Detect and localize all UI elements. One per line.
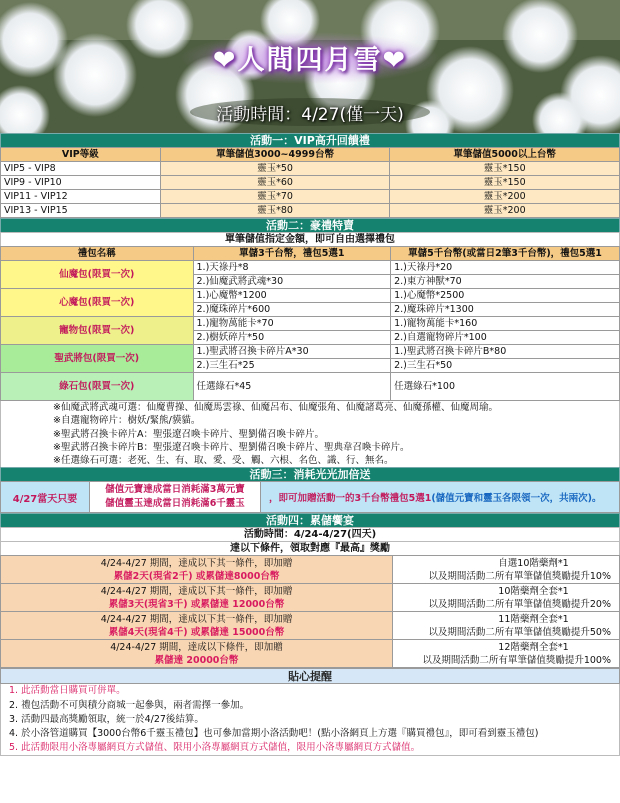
reward-3000: 靈玉*80 xyxy=(160,204,390,218)
tips-list xyxy=(0,684,620,756)
event-title-text: 人間四月雪 xyxy=(237,45,383,76)
tier-period: 4/24-4/27 期間，達成以下其一條件，即加贈 xyxy=(100,557,293,569)
vip-level: VIP13 - VIP15 xyxy=(1,204,161,218)
note: ※聖武將召換卡碎片A：聖張遼召喚卡碎片、聖劉備召喚卡碎片。 xyxy=(53,428,324,440)
tier-requirement: 累儲3天(現省3千) 或累儲達 12000台幣 xyxy=(108,598,285,610)
table-row xyxy=(1,373,620,401)
tier-item: 12階藥劑全套*1 xyxy=(498,641,569,653)
table-row xyxy=(1,162,620,176)
pack-item: 任選綠石*100 xyxy=(391,373,620,401)
reward-5000: 靈玉*150 xyxy=(390,176,620,190)
activity-4-time: 活動時間：4/24-4/27(四天) xyxy=(0,527,620,541)
vip-level: VIP9 - VIP10 xyxy=(1,176,161,190)
tier-condition xyxy=(1,584,393,612)
activity-2-title: 活動二：豪禮特賣 xyxy=(0,218,620,232)
pack-header-name: 禮包名稱 xyxy=(1,247,194,261)
note: ※自選寵物碎片：樹妖/緊熊/貘貓。 xyxy=(53,415,201,427)
tip-item: 5. 此活動限用小洛專屬網頁方式儲值、限用小洛專屬網頁方式儲值，限用小洛專屬網頁方式儲值。 xyxy=(9,742,421,754)
cumulative-table xyxy=(0,555,620,668)
table-row xyxy=(1,317,620,331)
pack-name: 寵物包(限買一次) xyxy=(1,317,194,345)
tips-title: 貼心提醒 xyxy=(0,668,620,684)
table-row xyxy=(1,640,620,668)
reward-5000: 靈玉*200 xyxy=(390,204,620,218)
tier-period: 4/24-4/27 期間，達成以下其一條件，即加贈 xyxy=(100,613,293,625)
tier-requirement: 累儲4天(現省4千) 或累儲達 15000台幣 xyxy=(108,626,285,638)
tier-reward xyxy=(393,556,620,584)
pack-header-3000: 單儲3千台幣，禮包5選1 xyxy=(193,247,391,261)
tier-reward xyxy=(393,584,620,612)
activity-3-conditions xyxy=(89,482,261,512)
reward-limit: (儲值元寶和靈玉各限領一次，共兩次)。 xyxy=(431,493,602,505)
reward-3000: 靈玉*60 xyxy=(160,176,390,190)
pack-item: 2.)魔珠碎片*1300 xyxy=(391,303,620,317)
condition: 儲值元寶達成當日消耗滿3萬元寶 xyxy=(105,484,245,496)
note: ※聖武將召換卡碎片B：聖張遼召喚卡碎片、聖劉備召喚卡碎片、聖典韋召喚卡碎片。 xyxy=(53,441,410,453)
activity-1-title: 活動一：VIP高升回饋禮 xyxy=(0,133,620,147)
reward-5000: 靈玉*150 xyxy=(390,162,620,176)
pack-item: 2.)三生石*25 xyxy=(193,359,391,373)
note: ※仙魔武將武魂可選：仙魔曹操、仙魔馬雲祿、仙魔呂布、仙魔張角、仙魔諸葛亮、仙魔孫權、仙魔周瑜。 xyxy=(53,402,498,413)
tier-bonus: 以及期間活動二所有單筆儲值獎勵提升10% xyxy=(428,570,611,582)
tier-bonus: 以及期間活動二所有單筆儲值獎勵提升20% xyxy=(428,598,611,610)
activity-4-condition: 達以下條件，領取對應『最高』獎勵 xyxy=(0,541,620,555)
pack-item: 1.)心魔幣*2500 xyxy=(391,289,620,303)
vip-header-5000: 單筆儲值5000以上台幣 xyxy=(390,148,620,162)
tier-bonus: 以及期間活動二所有單筆儲值獎勵提升100% xyxy=(422,654,611,666)
pack-item: 2.)三生石*50 xyxy=(391,359,620,373)
table-row xyxy=(1,612,620,640)
hero-banner xyxy=(0,0,620,133)
pack-item: 1.)聖武將召換卡碎片B*80 xyxy=(391,345,620,359)
pack-header-5000: 單儲5千台幣(或當日2筆3千台幣)，禮包5選1 xyxy=(391,247,620,261)
tier-period: 4/24-4/27 期間，達成以下條件，即加贈 xyxy=(110,641,283,653)
reward-3000: 靈玉*50 xyxy=(160,162,390,176)
vip-level: VIP11 - VIP12 xyxy=(1,190,161,204)
table-row xyxy=(1,261,620,275)
pack-name: 心魔包(限買一次) xyxy=(1,289,194,317)
table-row xyxy=(1,176,620,190)
reward-5000: 靈玉*200 xyxy=(390,190,620,204)
pack-item: 任選綠石*45 xyxy=(193,373,391,401)
tier-item: 10階藥劑全套*1 xyxy=(498,585,569,597)
activity-2-subtitle: 單筆儲值指定金額，即可自由選擇禮包 xyxy=(0,232,620,246)
tip-item: 3. 活動四最高獎勵領取，統一於4/27後結算。 xyxy=(9,713,204,725)
tier-period: 4/24-4/27 期間，達成以下其一條件，即加贈 xyxy=(100,585,293,597)
pack-item: 1.)天祿丹*8 xyxy=(193,261,391,275)
tier-condition xyxy=(1,556,393,584)
event-time: 活動時間：4/27(僅一天) xyxy=(216,105,404,125)
note: ※任選綠石可選：老死、生、有、取、愛、受、觸、六根、名色、識、行、無名。 xyxy=(53,455,394,467)
pack-item: 2.)樹妖碎片*50 xyxy=(193,331,391,345)
event-title: ❤人間四月雪❤ xyxy=(212,45,408,76)
vip-header-level: VIP等級 xyxy=(1,148,161,162)
pack-item: 2.)東方神獸*70 xyxy=(391,275,620,289)
tier-reward xyxy=(393,640,620,668)
vip-level: VIP5 - VIP8 xyxy=(1,162,161,176)
table-row xyxy=(1,584,620,612)
tip-item: 2. 禮包活動不可與積分商城一起參與，兩者需擇一參加。 xyxy=(9,699,250,711)
tip-item: 4. 於小洛管道購買【3000台幣6千靈玉禮包】也可參加當期小洛活動吧！(點小洛網頁上方選『購買禮包』，即可看到靈玉禮包) xyxy=(9,728,539,740)
table-row xyxy=(1,556,620,584)
table-row xyxy=(1,204,620,218)
activity-2-notes xyxy=(0,401,620,467)
pack-item: 1.)心魔幣*1200 xyxy=(193,289,391,303)
table-row xyxy=(1,289,620,303)
condition: 儲值靈玉達成當日消耗滿6千靈玉 xyxy=(105,498,245,510)
tier-requirement: 累儲達 20000台幣 xyxy=(154,654,239,666)
activity-3-date: 4/27當天只要 xyxy=(12,493,78,505)
pack-name: 聖武將包(限買一次) xyxy=(1,345,194,373)
activity-3-reward xyxy=(261,482,619,512)
tip-item: 1. 此活動當日購買可併單。 xyxy=(9,685,126,697)
tier-reward xyxy=(393,612,620,640)
tier-bonus: 以及期間活動二所有單筆儲值獎勵提升50% xyxy=(428,626,611,638)
tier-condition xyxy=(1,640,393,668)
activity-3-body xyxy=(0,481,620,513)
gift-pack-table xyxy=(0,246,620,401)
reward-text: ，即可加贈活動一的3千台幣禮包5選1 xyxy=(269,493,432,505)
pack-item: 1.)寵物萬能卡*160 xyxy=(391,317,620,331)
tier-condition xyxy=(1,612,393,640)
pack-item: 2.)魔珠碎片*600 xyxy=(193,303,391,317)
event-content xyxy=(0,133,620,756)
tier-item: 11階藥劑全套*1 xyxy=(498,613,569,625)
pack-name: 仙魔包(限買一次) xyxy=(1,261,194,289)
pack-item: 1.)寵物萬能卡*70 xyxy=(193,317,391,331)
activity-3-title: 活動三：消耗光光加倍送 xyxy=(0,467,620,481)
pack-item: 2.)自選寵物碎片*100 xyxy=(391,331,620,345)
tier-item: 自選10階藥劑*1 xyxy=(498,557,569,569)
table-row xyxy=(1,345,620,359)
vip-table xyxy=(0,147,620,218)
reward-3000: 靈玉*70 xyxy=(160,190,390,204)
pack-name: 綠石包(限買一次) xyxy=(1,373,194,401)
tier-requirement: 累儲2天(現省2千) 或累儲達8000台幣 xyxy=(113,570,280,582)
table-row xyxy=(1,190,620,204)
pack-item: 1.)天祿丹*20 xyxy=(391,261,620,275)
pack-item: 1.)聖武將召換卡碎片A*30 xyxy=(193,345,391,359)
activity-4-title: 活動四：累儲饗宴 xyxy=(0,513,620,527)
vip-header-3000: 單筆儲值3000~4999台幣 xyxy=(160,148,390,162)
pack-item: 2.)仙魔武將武魂*30 xyxy=(193,275,391,289)
